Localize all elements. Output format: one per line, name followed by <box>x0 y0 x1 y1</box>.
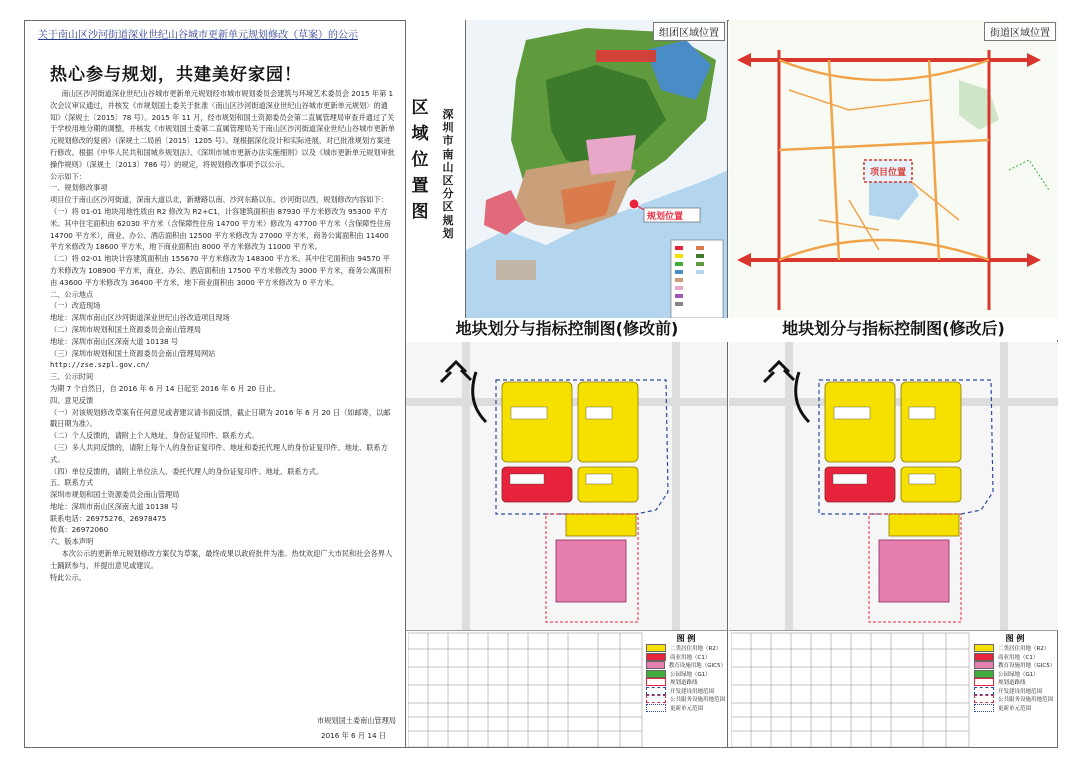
legend-before <box>646 631 726 712</box>
plan-after-graphic <box>729 342 1058 630</box>
legend-after-title: 图 例 <box>1005 634 1025 643</box>
legend-swatch <box>646 687 666 695</box>
legend-item: 教育设施用地（GIC5） <box>646 661 726 670</box>
plan-before-map <box>406 342 728 630</box>
section-4-item-d: （四）单位反馈的，请附上单位法人、委托代理人的身份证复印件、地址、联系方式。 <box>50 466 324 476</box>
intro-paragraph: 南山区沙河街道深业世纪山谷城市更新单元规划经市城市规划委员会建筑与环境艺术委员会 2015 年第 1 次会议审议通过，并核发《市规划国土委关于批准〈南山区沙河街道深业世纪山谷城市更新单元规划〉的通知》（深规土〔2015〕78 号）。2015 年 11 月，经市规划和国土资源委员会第二直属管理局审查并通过了关于学校用地分期的调整，并核发《市规划国土委第二直属管理局关于南山区沙河街道深业世纪山谷城市更新单元规划修改的复函》（深规土二局函〔2015〕1205 号）。现根据深化设计和实际进展，对已批准规划方案进行修改。根据《中华人民共和国城乡规划法》、《深圳市城市更新办法实施细则》以及《城市更新单元规划审批操作规则》（深规土〔2013〕786 号）的规定，将规划修改事项予以公示。 <box>50 89 396 169</box>
section-3-body: 为期 7 个自然日，自 2016 年 6 月 14 日起至 2016 年 6 月 20 日止。 <box>50 383 280 393</box>
legend-swatch <box>974 695 994 703</box>
index-table-after <box>729 630 1058 748</box>
legend-item: 二类居住用地（R2） <box>974 644 1056 653</box>
legend-item: 公共服务设施用地范围 <box>646 695 726 704</box>
section-2-item-b: （二）深圳市规划和国土资源委员会南山管理局 <box>50 324 201 334</box>
section-1-item-a: （一）将 01-01 地块用地性质由 R2 修改为 R2+C1，计容建筑面积由 87930 平方米修改为 95300 平方米。其中住宅面积由 62030 平方米（含保障性住房 14700 平方米）修改为 47700 平方米（含保障性住房 14700 平方米），商业、办公、酒店面积由 12500 平方米修改为 27000 平方米，商务公寓面积由 11400 平方米修改为 18600 平方米，地下商业面积由 8000 平方米修改为 11000 平方米。 <box>50 206 392 252</box>
section-4-item-c: （三）多人共同反馈的，请附上每个人的身份证复印件、地址和委托代理人的身份证复印件、地址、联系方式。 <box>50 442 388 464</box>
legend-after <box>974 631 1056 712</box>
legend-swatch <box>646 704 666 712</box>
signature: 市规划国土委南山管理局 <box>316 716 396 725</box>
section-2-item-c: （三）深圳市规划和国土资源委员会南山管理局网站 <box>50 348 216 358</box>
legend-item: 更新单元范围 <box>974 704 1056 713</box>
legend-item: 商业用地（C1） <box>646 653 726 662</box>
cluster-map-marker-label: 规划位置 <box>647 212 684 222</box>
section-2-item-a: （一）改造现场 <box>50 301 101 311</box>
section-4-heading: 四、意见反馈 <box>50 395 94 405</box>
slogan: 热心参与规划，共建美好家园！ <box>50 65 302 85</box>
plan-before-title: 地块划分与指标控制图(修改前) <box>406 318 728 340</box>
contact-address: 地址：深圳市南山区深南大道 10138 号 <box>50 501 179 511</box>
index-table-after-grid <box>731 631 971 748</box>
contact-fax: 传真：26972060 <box>50 525 109 535</box>
legend-item: 开发建设用地范围 <box>646 687 726 696</box>
legend-swatch <box>646 653 666 661</box>
notice-body <box>50 88 396 583</box>
legend-swatch <box>646 670 666 678</box>
legend-swatch <box>646 695 666 703</box>
legend-swatch <box>974 670 994 678</box>
section-6-body: 本次公示的更新单元规划修改方案仅为草案，最终成果以政府批件为准。热忱欢迎广大市民和社会各界人士踊跃参与，并提出意见或建议。 <box>50 549 393 570</box>
section-3-heading: 三、公示时间 <box>50 372 94 382</box>
section-1-item-b: （二）将 02-01 地块计容建筑面积由 155670 平方米修改为 148300 平方米。其中住宅面积由 94570 平方米修改为 108900 平方米，商业、办公、酒店面积由 17500 平方米修改为 3000 平方米，商务公寓面积由 43600 平方米修改为 36400 平方米，地下商业面积由 3000 平方米修改为 0 平方米。 <box>50 254 392 287</box>
section-4-item-b: （二）个人反馈的，请附上个人地址、身份证复印件、联系方式。 <box>50 431 259 441</box>
section-1-heading: 一、规划修改事项 <box>50 183 108 193</box>
section-2-heading: 二、公示地点 <box>50 289 94 299</box>
section-5-heading: 五、联系方式 <box>50 478 94 488</box>
index-table-before <box>406 630 728 748</box>
legend-swatch <box>974 678 994 686</box>
plan-after-map <box>729 342 1058 630</box>
legend-item: 规划道路线 <box>646 678 726 687</box>
legend-item: 开发建设用地范围 <box>974 687 1056 696</box>
legend-before-title: 图 例 <box>676 634 696 643</box>
legend-swatch <box>646 678 666 686</box>
section-2-item-b-address: 地址：深圳市南山区深南大道 10138 号 <box>50 336 179 346</box>
section-6-heading: 六、版本声明 <box>50 537 94 547</box>
legend-item: 更新单元范围 <box>646 704 726 713</box>
legend-item: 公园绿地（G1） <box>974 670 1056 679</box>
legend-swatch <box>974 661 994 669</box>
legend-item: 教育设施用地（GIC5） <box>974 661 1056 670</box>
contact-phone: 联系电话：26975276、26978475 <box>50 513 167 523</box>
announce-line: 公示如下： <box>50 171 86 181</box>
legend-swatch <box>646 644 666 652</box>
closing-line: 特此公示。 <box>50 572 86 582</box>
cluster-map-graphic <box>466 20 728 320</box>
website-url[interactable]: http://zse.szpl.gov.cn/ <box>50 360 150 370</box>
legend-item: 二类居住用地（R2） <box>646 644 726 653</box>
street-map-title: 街道区域位置 <box>984 22 1056 41</box>
plan-after-title: 地块划分与指标控制图(修改后) <box>729 318 1058 340</box>
region-small-label: 深圳市南山区分区规划 <box>442 108 454 240</box>
plan-before-graphic <box>406 342 728 630</box>
legend-item: 公共服务设施用地范围 <box>974 695 1056 704</box>
legend-swatch <box>974 704 994 712</box>
notice-title: 关于南山区沙河街道深业世纪山谷城市更新单元规划修改（草案）的公示 <box>38 30 358 41</box>
street-location-map <box>729 20 1058 320</box>
legend-swatch <box>646 661 665 669</box>
section-1-body: 项目位于南山区沙河街道，深南大道以北，新塘路以南、沙河东路以东、沙河街以西，规划修改内容如下： <box>50 195 388 205</box>
region-big-label: 区域位置图 <box>411 98 429 222</box>
cluster-map-title: 组团区域位置 <box>653 22 725 41</box>
legend-item: 商业用地（C1） <box>974 653 1056 662</box>
index-table-before-grid <box>408 631 644 748</box>
signature-date: 2016 年 6 月 14 日 <box>321 731 386 740</box>
section-4-item-a: （一）对该规划修改草案有任何意见或者建议请书面反馈，截止日期为 2016 年 6 月 20 日（如邮寄，以邮戳日期为准）。 <box>50 407 391 429</box>
legend-swatch <box>974 687 994 695</box>
legend-item: 规划道路线 <box>974 678 1056 687</box>
cluster-location-map <box>466 20 728 320</box>
legend-swatch <box>974 653 994 661</box>
street-map-marker-label: 项目位置 <box>870 168 907 178</box>
legend-swatch <box>974 644 994 652</box>
contact-org: 深圳市规划和国土资源委员会南山管理局 <box>50 490 180 500</box>
section-2-item-a-address: 地址：深圳市南山区沙河街道深业世纪山谷改造项目现场 <box>50 313 230 323</box>
legend-item: 公园绿地（G1） <box>646 670 726 679</box>
